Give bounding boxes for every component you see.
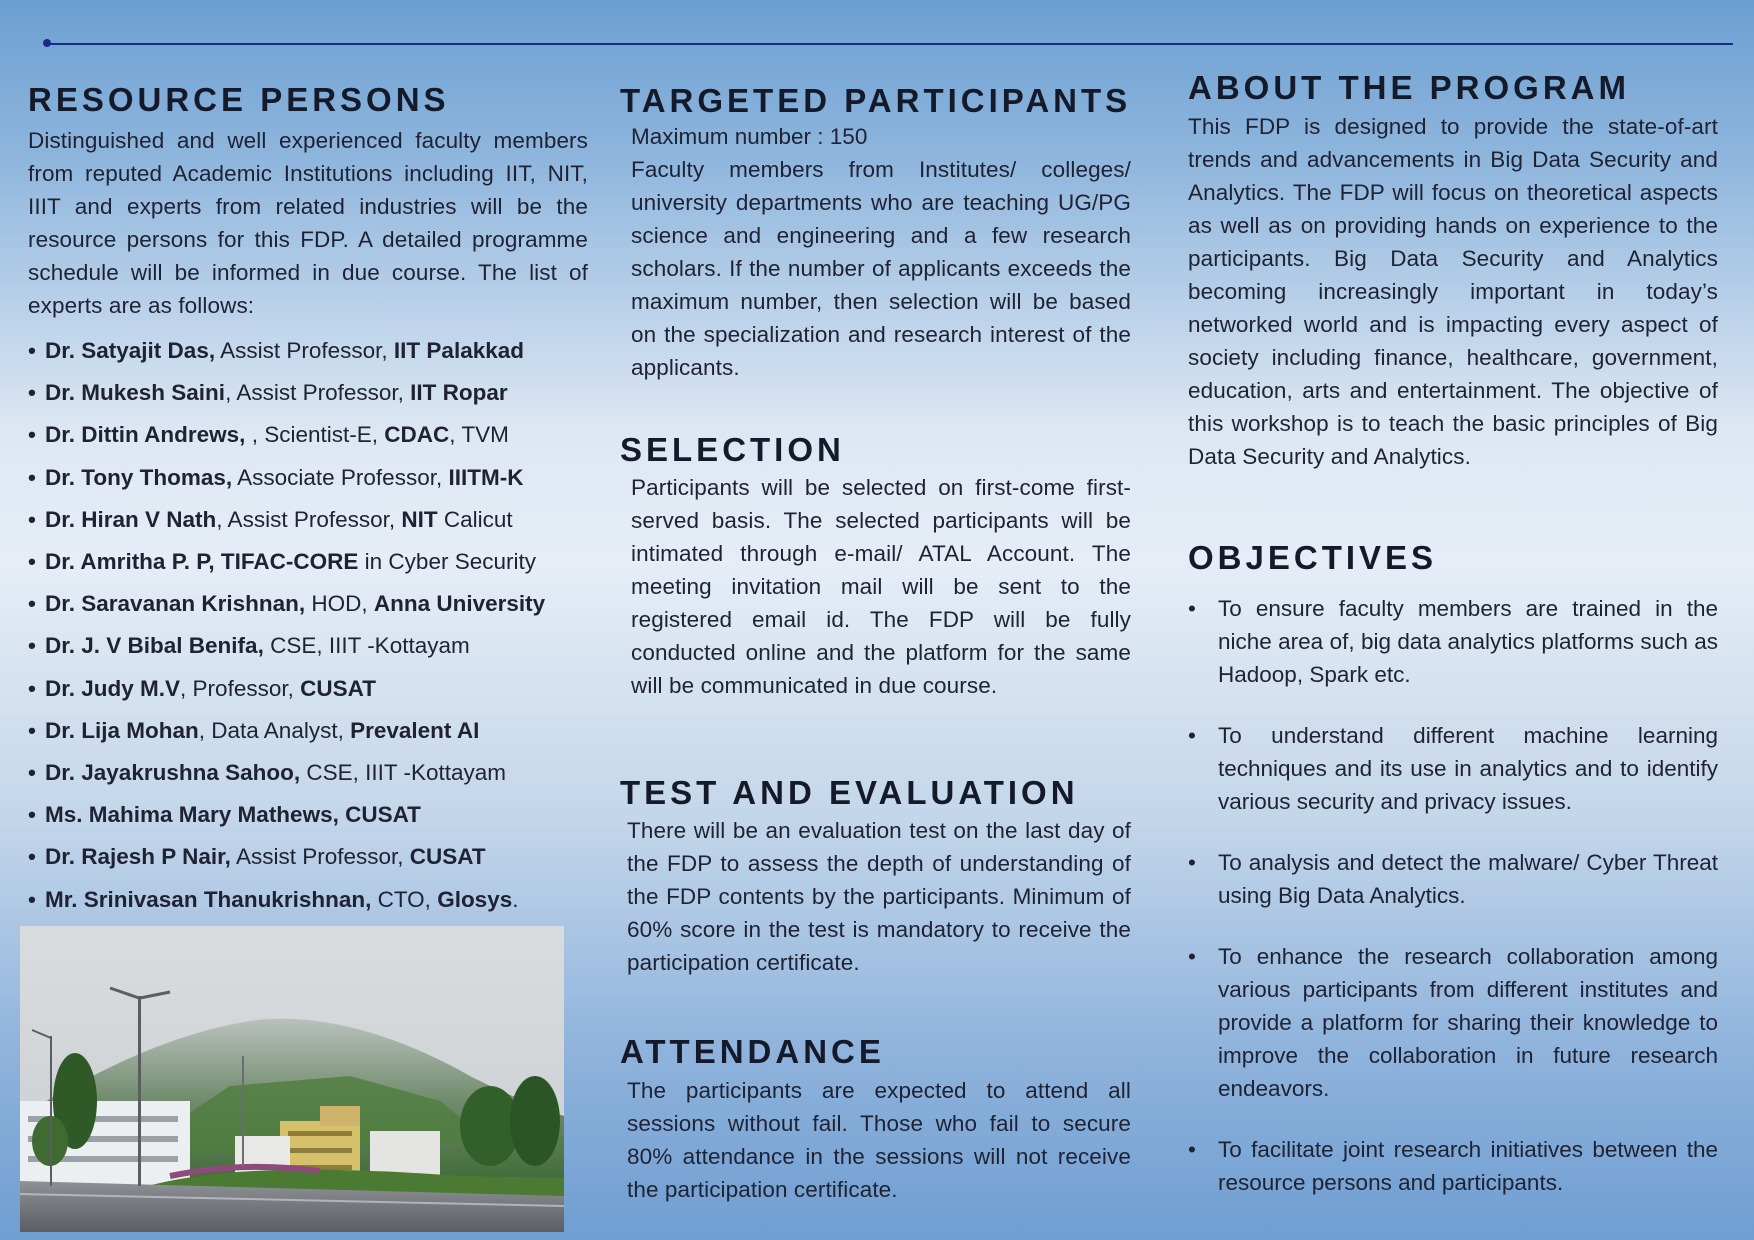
about-program-heading: ABOUT THE PROGRAM <box>1188 69 1630 106</box>
person-name: Dr. J. V Bibal Benifa, <box>45 633 264 659</box>
resource-person-item <box>28 414 588 456</box>
person-role: , Data Analyst, <box>198 717 351 743</box>
person-role: , Assist Professor, <box>225 380 411 406</box>
person-name: Dr. Amritha P. P, TIFAC-CORE <box>45 549 359 575</box>
resource-person-item <box>28 625 588 667</box>
person-name: Dr. Mukesh Saini <box>45 380 226 406</box>
person-role: Assist Professor, <box>215 338 394 363</box>
person-name: Dr. Jayakrushna Sahoo, <box>45 760 301 786</box>
test-evaluation-heading: TEST AND EVALUATION <box>620 774 1079 811</box>
resource-person-item <box>28 879 588 921</box>
person-role: Associate Professor, <box>232 464 449 490</box>
person-tail: , TVM <box>449 422 509 448</box>
selection-heading: SELECTION <box>620 431 845 468</box>
attendance-heading: ATTENDANCE <box>620 1033 885 1070</box>
attendance-text: The participants are expected to attend all sessions without fail. Those who fail to secure 80% attendance in the sessions will not receive the participation certificate. <box>627 1078 1131 1202</box>
resource-person-item <box>28 330 588 372</box>
person-name: Dr. Judy M.V <box>45 675 181 701</box>
targeted-participants-text: Faculty members from Institutes/ colleges/ university departments who are teaching UG/PG science and engineering and a few research scholars. If the number of applicants exceeds the maximum number, then selection will be based on the specialization and research interest of the applicants. <box>631 157 1131 380</box>
targeted-participants-heading: TARGETED PARTICIPANTS <box>620 82 1132 119</box>
person-org: Anna University <box>373 591 546 617</box>
person-org: NIT <box>401 506 438 532</box>
selection-text: Participants will be selected on first-come first-served basis. The selected participants will be intimated through e-mail/ ATAL Account. The meeting invitation mail will be sent to the registered email id. The FDP will be fully conducted online and the platform for the same will be communicated in due course. <box>631 475 1131 698</box>
resource-person-item <box>28 499 588 541</box>
person-role: CSE, IIIT -Kottayam <box>263 633 470 659</box>
about-program-text: This FDP is designed to provide the state-of-art trends and advancements in Big Data Security and Analytics. The FDP will focus on theoretical aspects as well as on providing hands on experience to the participants. Big Data Security and Analytics becoming increasingly important in today’s networked world and is impacting every aspect of society including finance, healthcare, government, education, arts and entertainment. The objective of this workshop is to teach the basic principles of Big Data Security and Analytics. <box>1188 114 1718 469</box>
objective-item: • To enhance the research collaboration among various participants from different institutes and provide a platform for sharing their knowledge to improve the collaboration in future research endeavors. <box>1188 940 1718 1105</box>
resource-persons-list <box>28 330 588 921</box>
resource-person-item <box>28 794 588 836</box>
objective-item: • To facilitate joint research initiatives between the resource persons and participants. <box>1188 1133 1718 1199</box>
objective-item: • To ensure faculty members are trained in the niche area of, big data analytics platforms such as Hadoop, Spark etc. <box>1188 592 1718 691</box>
person-role: , Scientist-E, <box>245 422 385 448</box>
person-org: CUSAT <box>409 844 486 870</box>
resource-persons-intro: Distinguished and well experienced faculty members from reputed Academic Institutions including IIT, NIT, IIIT and experts from related industries will be the resource persons for this FDP. A detailed programme schedule will be informed in due course. The list of experts are as follows: <box>28 128 588 318</box>
test-evaluation-text: There will be an evaluation test on the last day of the FDP to assess the depth of understanding of the FDP contents by the participants. Minimum of 60% score in the test is mandatory to receive the participation certificate. <box>627 818 1131 975</box>
resource-person-item <box>28 372 588 414</box>
objective-item: • To understand different machine learning techniques and its use in analytics and to identify various security and privacy issues. <box>1188 719 1718 818</box>
person-name: Dr. Satyajit Das, <box>45 338 216 363</box>
person-name: Ms. Mahima Mary Mathews, CUSAT <box>45 802 421 828</box>
person-org: CDAC <box>384 422 450 448</box>
campus-photo <box>20 926 564 1232</box>
person-role: HOD, <box>305 591 374 617</box>
person-role: , Assist Professor, <box>216 506 402 532</box>
person-name: Dr. Rajesh P Nair, <box>45 844 231 870</box>
maximum-number-text: Maximum number : 150 <box>631 124 868 149</box>
person-name: Dr. Hiran V Nath <box>45 506 217 532</box>
top-divider-line <box>45 43 1733 45</box>
resource-person-item <box>28 583 588 625</box>
person-tail: . <box>512 886 519 912</box>
resource-person-item <box>28 668 588 710</box>
resource-person-item <box>28 457 588 499</box>
person-org: IIT Ropar <box>410 380 508 406</box>
person-role: CTO, <box>371 886 438 912</box>
resource-person-item <box>28 836 588 878</box>
person-org: IIT Palakkad <box>393 338 524 363</box>
person-role: CSE, IIIT -Kottayam <box>300 760 507 786</box>
resource-person-item <box>28 752 588 794</box>
objective-item: • To analysis and detect the malware/ Cyber Threat using Big Data Analytics. <box>1188 846 1718 912</box>
person-org: Glosys <box>437 886 513 912</box>
person-role: in Cyber Security <box>358 549 536 575</box>
person-org: CUSAT <box>300 675 376 701</box>
person-role: Assist Professor, <box>230 844 410 870</box>
top-divider-dot <box>43 39 51 47</box>
resource-person-item <box>28 541 588 583</box>
person-org: IIITM-K <box>448 464 524 490</box>
person-name: Dr. Lija Mohan <box>45 717 199 743</box>
person-name: Dr. Tony Thomas, <box>45 464 233 490</box>
person-name: Dr. Saravanan Krishnan, <box>45 591 306 617</box>
resource-persons-heading: RESOURCE PERSONS <box>28 81 450 118</box>
person-org: Prevalent AI <box>350 717 480 743</box>
person-name: Dr. Dittin Andrews, <box>45 422 246 448</box>
person-tail: Calicut <box>437 506 513 532</box>
person-name: Mr. Srinivasan Thanukrishnan, <box>45 886 372 912</box>
objectives-list <box>1188 592 1718 1199</box>
objectives-heading: OBJECTIVES <box>1188 539 1438 576</box>
campus-photo-illustration <box>20 926 564 1232</box>
resource-person-item <box>28 710 588 752</box>
person-role: , Professor, <box>180 675 301 701</box>
